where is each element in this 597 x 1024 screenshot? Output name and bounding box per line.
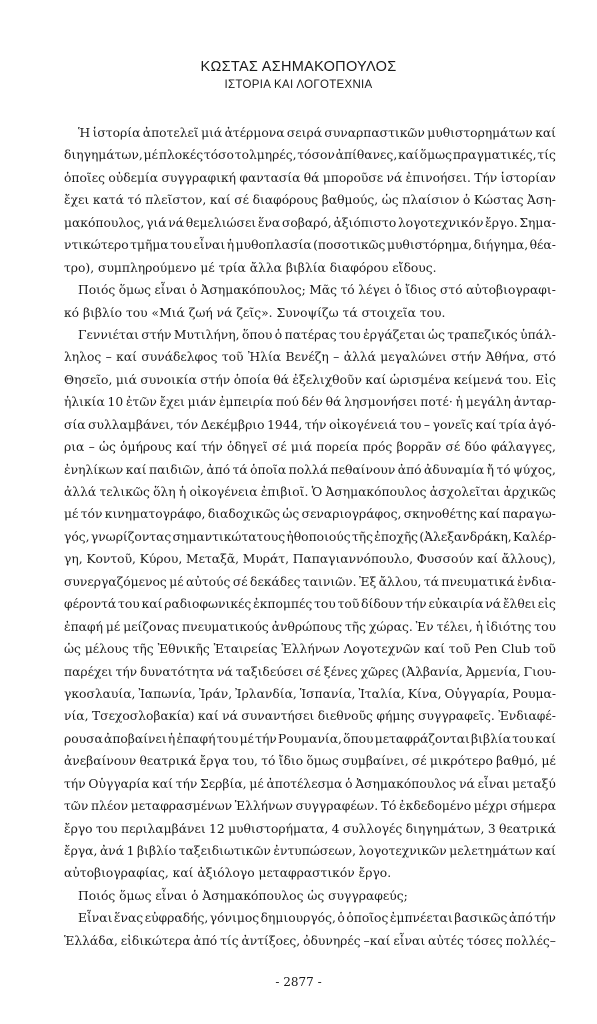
- text-line: ἔχει κατά τό πλεῖστον, καί σέ διαφόρους βαθμούς, ὡς πλαίσιον ὁ Κώστας Ἀση-: [64, 193, 556, 208]
- text-line: νία, Τσεχοσλοβακία) καί νά συναντήσει διεθνοῦς φήμης συγγραφεῖς. Ἐνδιαφέ-: [64, 709, 556, 724]
- text-line: ἐπαφή μέ μείζονας πνευματικούς ἀνθρώπους τῆς χώρας. Ἐν τέλει, ἡ ἰδιότης του: [64, 619, 556, 634]
- text-line: τρο), συμπληρούμενο μέ τρία ἄλλα βιβλία διαφόρου εἴδους.: [64, 260, 437, 275]
- text-line: διηγημάτων, μέ πλοκές τόσο τολμηρές, τόσον ἀπίθανες, καί ὅμως πραγματικές, τίς: [64, 148, 556, 163]
- text-line: γη, Κοντοῦ, Κύρου, Μεταξᾶ, Μυράτ, Παπαγιαννόπουλο, Φυσσούν καί ἄλλους),: [64, 552, 556, 567]
- page-header: [0, 57, 597, 93]
- text-line: γκοσλαυία, Ἰαπωνία, Ἰράν, Ἰρλανδία, Ἱσπανία, Ἰταλία, Κίνα, Οὑγγαρία, Ρουμα-: [64, 686, 556, 701]
- text-line: ὁποῖες οὐδεμία συγγραφική φαντασία θά μποροῦσε νά ἐπινοήσει. Τήν ἱστορίαν: [64, 170, 556, 185]
- text-line: γός, γνωρίζοντας σημαντικώτατους ἠθοποιούς τῆς ἐποχῆς (Ἀλεξανδράκη, Καλέρ-: [64, 529, 556, 544]
- text-line: ληλος – καί συνάδελφος τοῦ Ἠλία Βενέζη – ἀλλά μεγαλώνει στήν Ἀθήνα, στό: [64, 350, 556, 365]
- text-line: αὐτοβιογραφίας, καί ἀξιόλογο μεταφραστικόν ἔργο.: [64, 866, 392, 881]
- text-line: ἡλικία 10 ἐτῶν ἔχει μιάν ἐμπειρία πού δέν θά λησμονήσει ποτέ· ἡ μεγάλη ἀνταρ-: [64, 395, 556, 410]
- text-line: ἀνεβαίνουν θεατρικά ἔργα του, τό ἴδιο ὅμως συμβαίνει, σέ μικρότερο βαθμό, μέ: [64, 754, 556, 769]
- page-number: - 2877 -: [275, 975, 322, 989]
- text-line: μέ τόν κινηματογράφο, διαδοχικῶς ὡς σεναριογράφος, σκηνοθέτης καί παραγω-: [64, 507, 556, 522]
- text-line: Ποιός ὅμως εἶναι ὁ Ἀσημακόπουλος ὡς συγγραφεύς;: [78, 888, 408, 903]
- text-line: κό βιβλίο του «Μιά ζωή νά ζεῖς». Συνοψίζω τά στοιχεῖα του.: [64, 305, 446, 320]
- book-title: ΙΣΤΟΡΙΑ ΚΑΙ ΛΟΓΟΤΕΧΝΙΑ: [224, 79, 373, 91]
- text-line: Θησεῖο, μιά συνοικία στήν ὁποία θά ἐξελιχθοῦν καί ὡρισμένα κείμενά του. Εἰς: [64, 372, 556, 387]
- text-line: Ἡ ἱστορία ἀποτελεῖ μιά ἀτέρμονα σειρά συναρπαστικῶν μυθιστορημάτων καί: [78, 126, 556, 140]
- text-line: φέροντά του καί ραδιοφωνικές ἐκπομπές του τοῦ δίδουν τήν εὐκαιρία νά ἔλθει εἰς: [64, 597, 556, 612]
- text-line: ὡς μέλους τῆς Ἐθνικῆς Ἑταιρείας Ἑλλήνων Λογοτεχνῶν καί τοῦ Pen Club τοῦ: [64, 642, 556, 657]
- text-line: τήν Οὑγγαρία καί τήν Σερβία, μέ ἀποτέλεσμα ὁ Ἀσημακόπουλος νά εἶναι μεταξύ: [64, 776, 556, 791]
- text-line: ἀλλά τελικῶς ὅλη ἡ οἰκογένεια ἐπιβιοῖ. Ὁ Ἀσημακόπουλος ἀσχολεῖται ἀρχικῶς: [64, 485, 556, 499]
- body-text: [64, 122, 556, 952]
- text-line: Ποιός ὅμως εἶναι ὁ Ἀσημακόπουλος; Μᾶς τό λέγει ὁ ἴδιος στό αὐτοβιογραφι-: [78, 283, 556, 298]
- text-line: ντικώτερο τμῆμα του εἶναι ἡ μυθοπλασία (ποσοτικῶς μυθιστόρημα, διήγημα, θέα-: [64, 238, 556, 253]
- text-line: ἐνηλίκων καί παιδιῶν, ἀπό τά ὁποῖα πολλά πεθαίνουν ἀπό ἀδυναμία ἤ τό ψύχος,: [64, 462, 556, 477]
- text-line: Ἑλλάδα, εἰδικώτερα ἀπό τίς ἀντίξοες, ὀδυνηρές –καί εἶναι αὐτές τόσες πολλές–: [64, 933, 556, 948]
- text-line: Εἶναι ἕνας εὐφραδής, γόνιμος δημιουργός, ὁ ὁποῖος ἐμπνέεται βασικῶς ἀπό τήν: [78, 911, 556, 926]
- text-line: ἔργο του περιλαμβάνει 12 μυθιστορήματα, 4 συλλογές διηγημάτων, 3 θεατρικά: [64, 821, 556, 836]
- text-line: σία συλλαμβάνει, τόν Δεκέμβριο 1944, τήν οἰκογένειά του – γονεῖς καί τρία ἀγό-: [64, 417, 556, 432]
- author-name: ΚΩΣΤΑΣ ΑΣΗΜΑΚΟΠΟΥΛΟΣ: [200, 59, 397, 75]
- text-line: ρουσα ἀποβαίνει ἡ ἐπαφή του μέ τήν Ρουμανία, ὅπου μεταφράζονται βιβλία του καί: [64, 731, 556, 746]
- text-line: συνεργαζόμενος μέ αὐτούς σέ δεκάδες ταινιῶν. Ἐξ ἄλλου, τά πνευματικά ἐνδια-: [64, 574, 556, 589]
- text-line: τῶν πλέον μεταφρασμένων Ἑλλήνων συγγραφέων. Τό ἐκδεδομένο μέχρι σήμερα: [64, 799, 556, 814]
- text-line: ἔργα, ἀνά 1 βιβλίο ταξειδιωτικῶν ἐντυπώσεων, λογοτεχνικῶν μελετημάτων καί: [64, 844, 556, 858]
- text-line: μακόπουλος, γιά νά θεμελιώσει ἕνα σοβαρό, ἀξιόπιστο λογοτεχνικόν ἔργο. Σημα-: [64, 215, 556, 230]
- text-line: Γεννιέται στήν Μυτιλήνη, ὅπου ὁ πατέρας του ἐργάζεται ὡς τραπεζικός ὑπάλ-: [78, 327, 556, 342]
- text-line: παρέχει τήν δυνατότητα νά ταξιδεύσει σέ ξένες χῶρες (Ἀλβανία, Ἀρμενία, Γιου-: [64, 664, 556, 679]
- text-line: ρια – ὡς ὁμήρους καί τήν ὁδηγεῖ σέ μιά πορεία πρός βορρᾶν σέ δύο φάλαγγες,: [64, 440, 556, 455]
